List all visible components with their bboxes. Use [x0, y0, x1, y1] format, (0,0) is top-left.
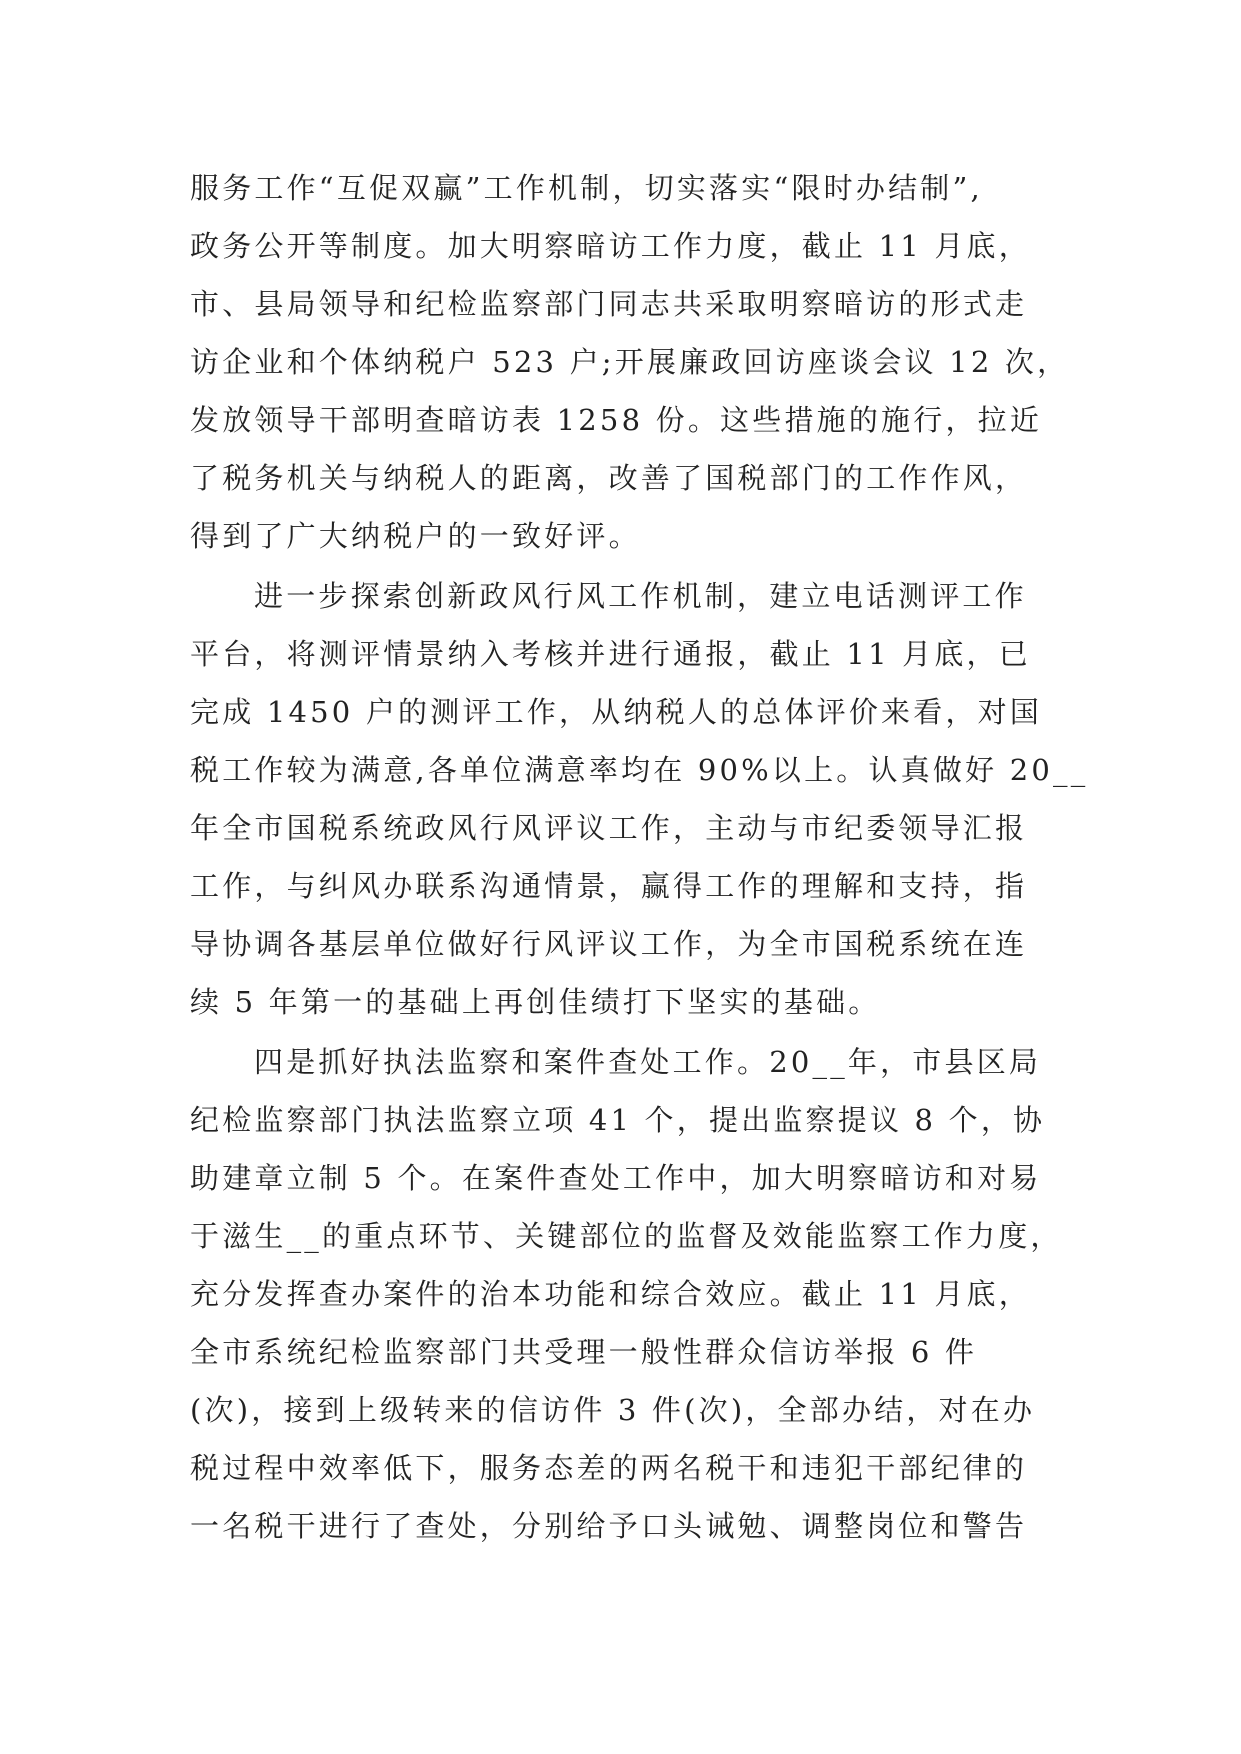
paragraph-first-line: 四是抓好执法监察和案件查处工作。20__年，市县区局 — [254, 1045, 1042, 1079]
text-line: 税工作较为满意,各单位满意率均在 90%以上。认真做好 20__ — [190, 753, 1089, 787]
text-line: 年全市国税系统政风行风评议工作，主动与市纪委领导汇报 — [190, 811, 1028, 845]
text-line: 服务工作“互促双赢”工作机制，切实落实“限时办结制”, — [190, 171, 983, 205]
text-line: 了税务机关与纳税人的距离，改善了国税部门的工作作风， — [190, 461, 1028, 495]
text-line: 充分发挥查办案件的治本功能和综合效应。截止 11 月底， — [190, 1277, 1031, 1311]
text-line: 纪检监察部门执法监察立项 41 个，提出监察提议 8 个，协 — [190, 1103, 1046, 1137]
text-line: 导协调各基层单位做好行风评议工作，为全市国税系统在连 — [190, 927, 1028, 961]
text-line: (次)，接到上级转来的信访件 3 件(次)，全部办结，对在办 — [190, 1393, 1036, 1427]
text-line: 访企业和个体纳税户 523 户;开展廉政回访座谈会议 12 次， — [190, 345, 1070, 379]
text-line: 工作，与纠风办联系沟通情景，赢得工作的理解和支持，指 — [190, 869, 1028, 903]
text-line: 市、县局领导和纪检监察部门同志共采取明察暗访的形式走 — [190, 287, 1028, 321]
text-line: 续 5 年第一的基础上再创佳绩打下坚实的基础。 — [190, 985, 881, 1019]
text-line: 完成 1450 户的测评工作，从纳税人的总体评价来看，对国 — [190, 695, 1043, 729]
text-line: 税过程中效率低下，服务态差的两名税干和违犯干部纪律的 — [190, 1451, 1028, 1485]
text-line: 一名税干进行了查处，分别给予口头诫勉、调整岗位和警告 — [190, 1509, 1028, 1543]
text-line: 发放领导干部明查暗访表 1258 份。这些措施的施行，拉近 — [190, 403, 1043, 437]
text-line: 政务公开等制度。加大明察暗访工作力度，截止 11 月底， — [190, 229, 1031, 263]
paragraph-first-line: 进一步探索创新政风行风工作机制，建立电话测评工作 — [254, 579, 1027, 613]
text-line: 得到了广大纳税户的一致好评。 — [190, 519, 641, 553]
text-line: 助建章立制 5 个。在案件查处工作中，加大明察暗访和对易 — [190, 1161, 1042, 1195]
text-line: 于滋生__的重点环节、关键部位的监督及效能监察工作力度， — [190, 1219, 1063, 1253]
text-line: 全市系统纪检监察部门共受理一般性群众信访举报 6 件 — [190, 1335, 978, 1369]
text-line: 平台，将测评情景纳入考核并进行通报，截止 11 月底，已 — [190, 637, 1031, 671]
